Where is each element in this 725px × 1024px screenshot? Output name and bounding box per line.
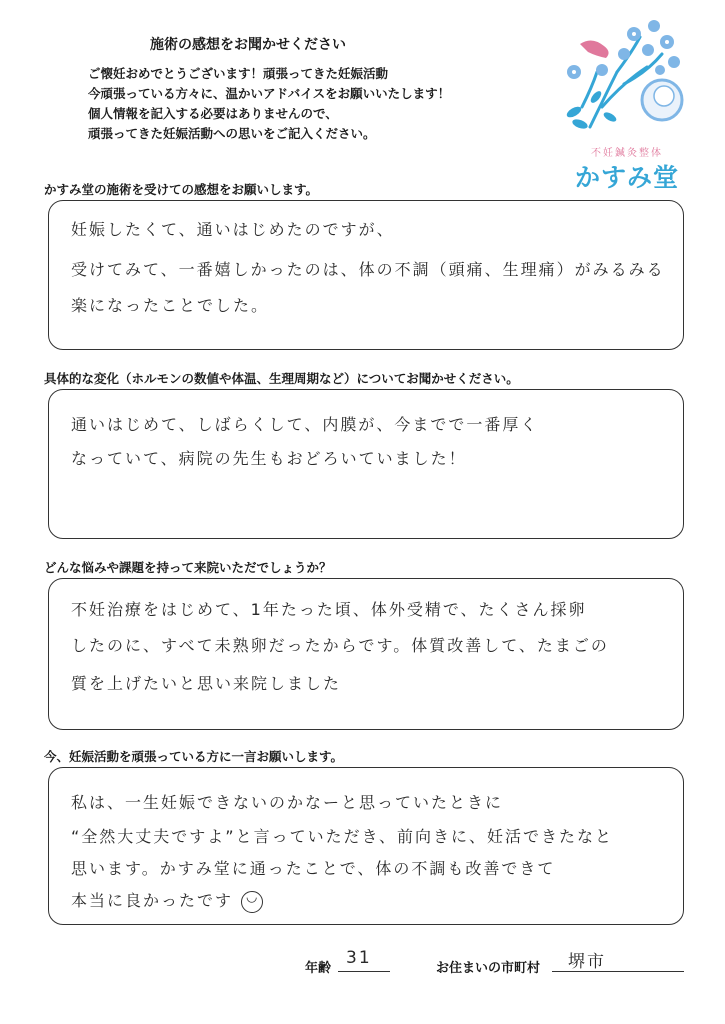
- form-title: 施術の感想をお聞かせください: [150, 37, 346, 53]
- smiley-face-icon: [241, 891, 263, 913]
- intro-line: 頑張ってきた妊娠活動への思いをご記入ください。: [88, 126, 376, 141]
- question-2: 具体的な変化（ホルモンの数値や体温、生理周期など）についてお聞かせください。: [44, 371, 519, 386]
- answer-line: 通いはじめて、しばらくして、内膜が、今までで一番厚く: [71, 415, 539, 434]
- clinic-logo: [562, 12, 692, 192]
- question-1: かすみ堂の施術を受けての感想をお願いします。: [44, 182, 319, 197]
- answer-box-4: [48, 767, 684, 925]
- logo-name: かすみ堂: [574, 163, 679, 192]
- age-label: 年齢: [305, 961, 332, 976]
- city-value: 堺市: [568, 952, 606, 972]
- answer-box-3: [48, 578, 684, 730]
- city-label: お住まいの市町村: [436, 961, 541, 976]
- logo-subtitle: 不妊鍼灸整体: [591, 148, 663, 159]
- answer-line: 思います。かすみ堂に通ったことで、体の不調も改善できて: [71, 859, 556, 878]
- answer-line: したのに、すべて未熟卵だったからです。体質改善して、たまごの: [71, 636, 609, 655]
- intro-text: [88, 64, 558, 144]
- flower-tree-illustration: [562, 12, 692, 147]
- answer-box-2: [48, 389, 684, 539]
- answer-line: 質を上げたいと思い来院しました: [71, 674, 342, 693]
- answer-line-last: [71, 888, 669, 913]
- age-value: 31: [346, 948, 372, 968]
- intro-line: 今頑張っている方々に、温かいアドバイスをお願いいたします！: [88, 86, 451, 101]
- answer-line: なっていて、病院の先生もおどろいていました！: [71, 449, 467, 468]
- answer-line: 本当に良かったです: [71, 891, 234, 910]
- intro-line: ご懐妊おめでとうございます！頑張ってきた妊娠活動: [88, 66, 389, 81]
- answer-line: 妊娠したくて、通いはじめたのですが、: [71, 220, 395, 239]
- intro-line: 個人情報を記入する必要はありませんので、: [88, 106, 338, 121]
- answer-line: 楽になったことでした。: [71, 296, 270, 315]
- answer-line: 不妊治療をはじめて、1年たった頃、体外受精で、たくさん採卵: [71, 600, 587, 619]
- bird-icon: [580, 40, 609, 58]
- answer-line: 私は、一生妊娠できないのかなーと思っていたときに: [71, 793, 504, 812]
- question-3: どんな悩みや課題を持って来院いただでしょうか？: [44, 560, 332, 575]
- answer-line: 受けてみて、一番嬉しかったのは、体の不調（頭痛、生理痛）がみるみる: [71, 260, 665, 279]
- answer-box-1: [48, 200, 684, 350]
- answer-line: “全然大丈夫ですよ”と言っていただき、前向きに、妊活できたなと: [71, 827, 613, 846]
- question-4: 今、妊娠活動を頑張っている方に一言お願いします。: [44, 749, 344, 764]
